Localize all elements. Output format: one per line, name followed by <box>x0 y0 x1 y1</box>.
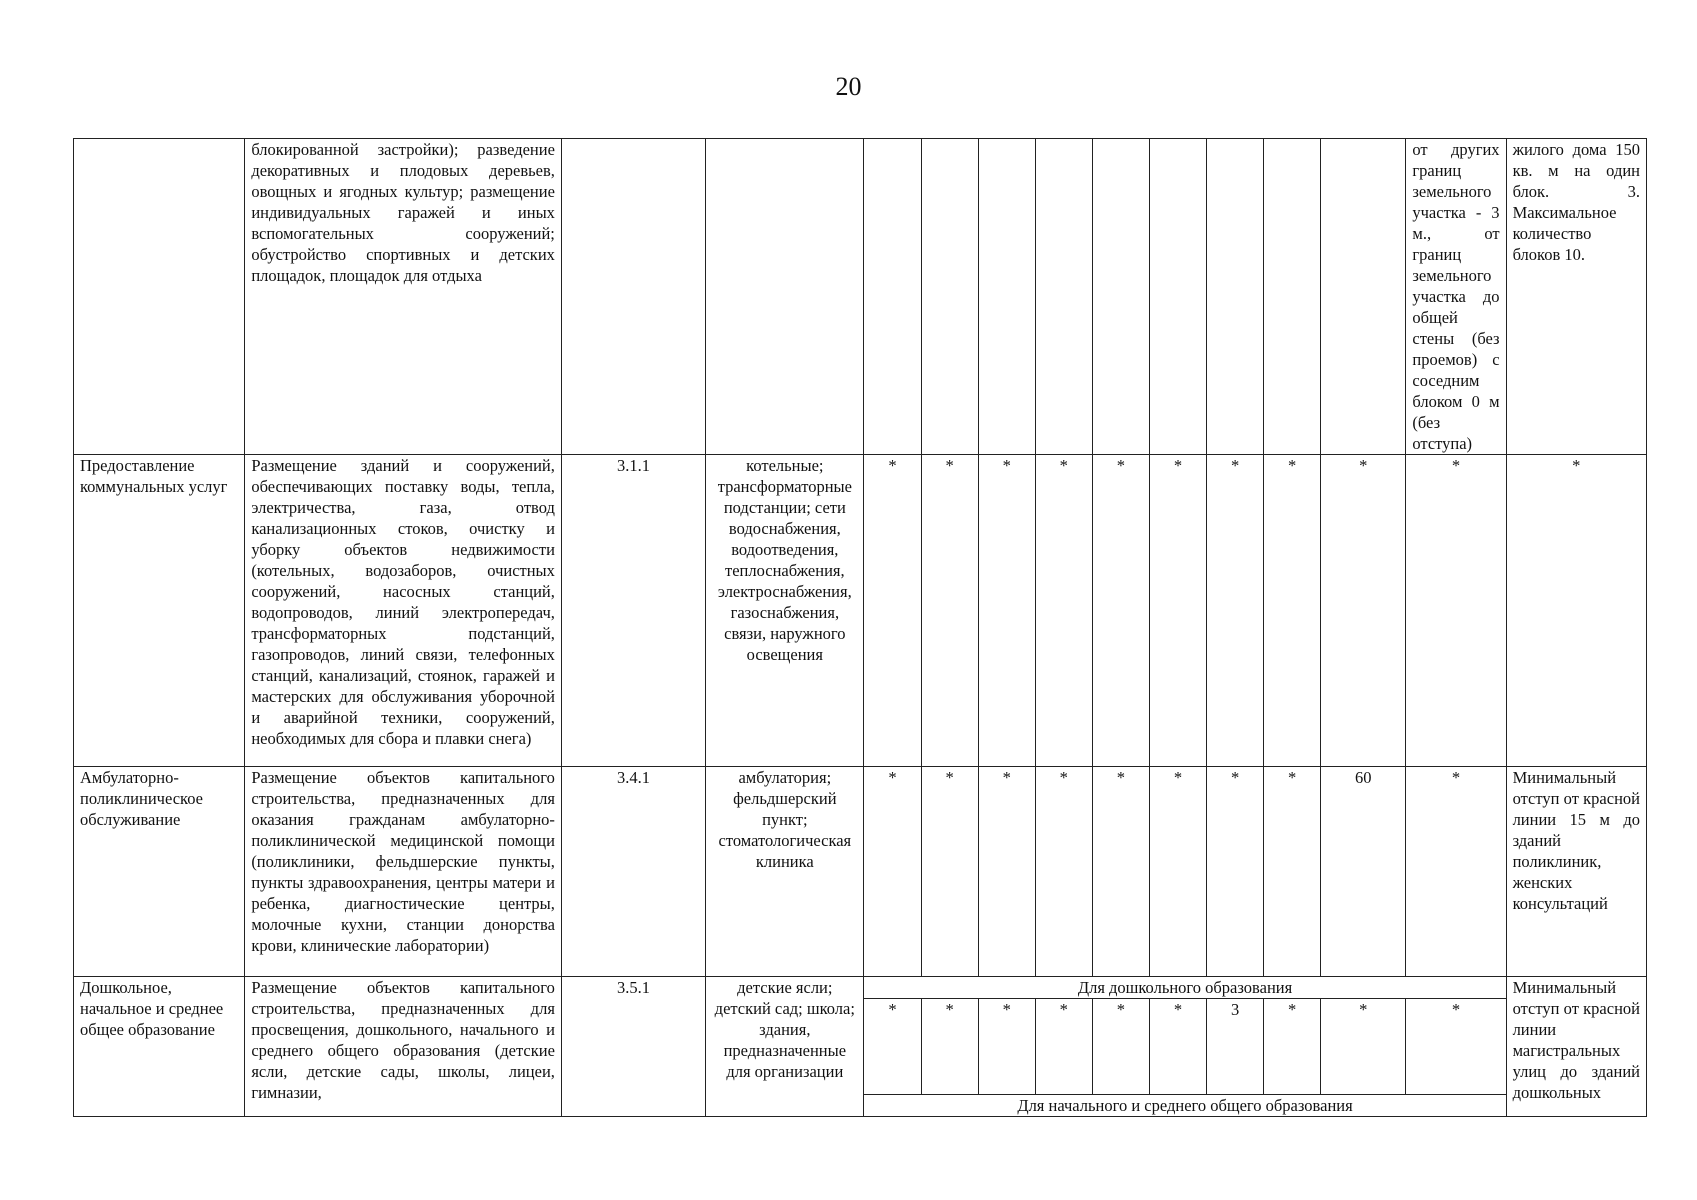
subheader-preschool: Для дошкольного образования <box>864 977 1506 999</box>
cell-description: Размещение объектов капитального строительства, предназначенных для просвещения, дошкольного, начального и среднего общего образования (детские ясли, детские сады, школы, лицеи, гимназии, <box>245 977 562 1117</box>
cell-value: * <box>864 999 921 1095</box>
cell-value: * <box>921 455 978 767</box>
cell-value: * <box>1149 767 1206 977</box>
cell-value <box>864 139 921 455</box>
cell-note: * <box>1506 455 1646 767</box>
cell-setback: от других границ земельного участка - 3 м., от границ земельного участка до общей стены (без проемов) с соседним блоком 0 м (без отступа) <box>1406 139 1506 455</box>
table-row <box>74 767 1647 977</box>
cell-value: * <box>1149 455 1206 767</box>
cell-value <box>1264 139 1321 455</box>
cell-name: Дошкольное, начальное и среднее общее образование <box>74 977 245 1117</box>
zoning-table <box>73 138 1647 1117</box>
cell-value: * <box>1035 767 1092 977</box>
cell-value: * <box>1092 455 1149 767</box>
cell-value: * <box>1207 767 1264 977</box>
cell-value: * <box>1149 999 1206 1095</box>
cell-objects: детские ясли; детский сад; школа; здания, предназначенные для организации <box>706 977 864 1117</box>
cell-name: Предоставление коммунальных услуг <box>74 455 245 767</box>
cell-description: блокированной застройки); разведение декоративных и плодовых деревьев, овощных и ягодных культур; размещение индивидуальных гаражей и иных вспомогательных сооружений; обустройство спортивных и детских площадок, площадок для отдыха <box>245 139 562 455</box>
cell-name: Амбулаторно-поликлиническое обслуживание <box>74 767 245 977</box>
cell-value: * <box>978 767 1035 977</box>
cell-value: * <box>864 455 921 767</box>
subheader-general-education: Для начального и среднего общего образования <box>864 1095 1506 1117</box>
cell-value: * <box>921 767 978 977</box>
cell-value: * <box>978 999 1035 1095</box>
cell-value: 3 <box>1207 999 1264 1095</box>
cell-setback: * <box>1406 455 1506 767</box>
cell-value <box>1321 139 1406 455</box>
cell-value: * <box>1321 455 1406 767</box>
cell-value: * <box>1035 999 1092 1095</box>
cell-value <box>978 139 1035 455</box>
cell-setback: * <box>1406 999 1506 1095</box>
cell-value: * <box>978 455 1035 767</box>
cell-value: * <box>1092 767 1149 977</box>
cell-name <box>74 139 245 455</box>
cell-code: 3.5.1 <box>561 977 705 1117</box>
cell-description: Размещение зданий и сооружений, обеспечивающих поставку воды, тепла, электричества, газа, отвод канализационных стоков, очистку и уборку объектов недвижимости (котельных, водозаборов, очистных сооружений, насосных станций, водопроводов, линий электропередач, трансформаторных подстанций, газопроводов, линий связи, телефонных станций, канализаций, стоянок, гаражей и мастерских для обслуживания уборочной и аварийной техники, сооружений, необходимых для сбора и плавки снега) <box>245 455 562 767</box>
table-row <box>74 455 1647 767</box>
cell-value <box>1207 139 1264 455</box>
table-row <box>74 977 1647 999</box>
cell-objects <box>706 139 864 455</box>
cell-value: * <box>1035 455 1092 767</box>
cell-value: * <box>1264 999 1321 1095</box>
page-number: 20 <box>835 72 862 101</box>
cell-value <box>1092 139 1149 455</box>
cell-code: 3.1.1 <box>561 455 705 767</box>
cell-code <box>561 139 705 455</box>
cell-note: жилого дома 150 кв. м на один блок. 3. Максимальное количество блоков 10. <box>1506 139 1646 455</box>
cell-objects: котельные; трансформаторные подстанции; сети водоснабжения, водоотведения, теплоснабжения, электроснабжения, газоснабжения, связи, наружного освещения <box>706 455 864 767</box>
cell-note: Минимальный отступ от красной линии магистральных улиц до зданий дошкольных <box>1506 977 1646 1117</box>
cell-value <box>1035 139 1092 455</box>
cell-value: * <box>1321 999 1406 1095</box>
cell-value: * <box>921 999 978 1095</box>
cell-note: Минимальный отступ от красной линии 15 м до зданий поликлиник, женских консультаций <box>1506 767 1646 977</box>
cell-code: 3.4.1 <box>561 767 705 977</box>
cell-value: 60 <box>1321 767 1406 977</box>
table-row <box>74 139 1647 455</box>
cell-value: * <box>1207 455 1264 767</box>
cell-value: * <box>1092 999 1149 1095</box>
cell-description: Размещение объектов капитального строительства, предназначенных для оказания гражданам амбулаторно-поликлинической медицинской помощи (поликлиники, фельдшерские пункты, пункты здравоохранения, центры матери и ребенка, диагностические центры, молочные кухни, станции донорства крови, клинические лаборатории) <box>245 767 562 977</box>
cell-value: * <box>864 767 921 977</box>
cell-value: * <box>1264 455 1321 767</box>
cell-setback: * <box>1406 767 1506 977</box>
cell-value <box>921 139 978 455</box>
cell-value: * <box>1264 767 1321 977</box>
cell-objects: амбулатория; фельдшерский пункт; стоматологическая клиника <box>706 767 864 977</box>
cell-value <box>1149 139 1206 455</box>
